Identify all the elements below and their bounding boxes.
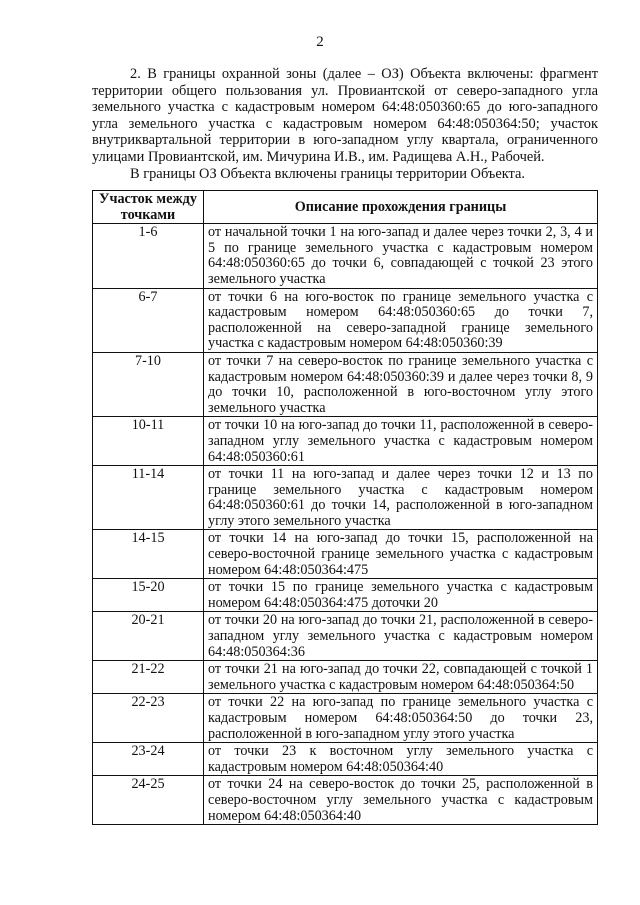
segment-cell: 22-23 [93,694,204,743]
segment-cell: 23-24 [93,743,204,776]
table-row [93,224,598,288]
table-row [93,612,598,661]
description-cell: от точки 23 к восточном углу земельного участка с кадастровым номером 64:48:050364:40 [204,743,598,776]
segment-cell: 1-6 [93,224,204,288]
table-row [93,743,598,776]
description-cell: от точки 10 на юго-запад до точки 11, расположенной в северо-западном углу земельного участка с кадастровым номером 64:48:050360:61 [204,417,598,466]
description-cell: от точки 11 на юго-запад и далее через точки 12 и 13 по границе земельного участка с кадастровым номером 64:48:050360:61 до точки 14, расположенной в юго-западном углу этого земельного участка [204,466,598,530]
segment-cell: 14-15 [93,530,204,579]
table-row [93,530,598,579]
segment-cell: 6-7 [93,288,204,352]
description-cell: от точки 24 на северо-восток до точки 25, расположенной в северо-восточном углу земельного участка с кадастровым номером 64:48:050364:40 [204,776,598,825]
page-number: 2 [316,34,324,50]
table-header-row [93,191,598,224]
table-row [93,776,598,825]
segment-cell: 10-11 [93,417,204,466]
segment-cell: 15-20 [93,579,204,612]
description-cell: от точки 15 по границе земельного участка с кадастровым номером 64:48:050364:475 доточки 20 [204,579,598,612]
segment-cell: 20-21 [93,612,204,661]
table-row [93,417,598,466]
paragraph-boundaries: 2. В границы охранной зоны (далее – ОЗ) Объекта включены: фрагмент территории общего пользования ул. Провиантской от северо-западного угла земельного участка с кадастровым номером 64:48:050360:65 до юго-западного угла земельного участка с кадастровым номером 64:48:050364:50; участок внутриквартальной территории в юго-западном углу квартала, ограниченного улицами Провиантской, им. Мичурина И.В., им. Радищева А.Н., Рабочей. [92,66,598,165]
description-cell: от точки 20 на юго-запад до точки 21, расположенной в северо-западном углу земельного участка с кадастровым номером 64:48:050364:36 [204,612,598,661]
table-row [93,694,598,743]
table-row [93,352,598,416]
description-cell: от точки 6 на юго-восток по границе земельного участка с кадастровым номером 64:48:050360:65 до точки 7, расположенной на северо-западной границе земельного участка с кадастровым номером 64:48:050360:39 [204,288,598,352]
description-cell: от точки 21 на юго-запад до точки 22, совпадающей с точкой 1 земельного участка с кадастровым номером 64:48:050364:50 [204,661,598,694]
description-cell: от точки 22 на юго-запад по границе земельного участка с кадастровым номером 64:48:050364:50 до точки 23, расположенной в юго-западном углу этого участка [204,694,598,743]
boundary-table [92,190,598,825]
table-row [93,288,598,352]
table-row [93,579,598,612]
table-row [93,466,598,530]
description-cell: от точки 14 на юго-запад до точки 15, расположенной на северо-восточной границе земельного участка с кадастровым номером 64:48:050364:475 [204,530,598,579]
description-cell: от точки 7 на северо-восток по границе земельного участка с кадастровым номером 64:48:050360:39 и далее через точки 8, 9 до точки 10, расположенной в юго-восточном углу этого земельного участка [204,352,598,416]
header-description: Описание прохождения границы [204,191,598,224]
segment-cell: 24-25 [93,776,204,825]
intro-text [92,66,598,182]
paragraph-object-territory: В границы ОЗ Объекта включены границы территории Объекта. [130,165,525,182]
segment-cell: 11-14 [93,466,204,530]
table-row [93,661,598,694]
header-segment: Участок между точками [93,191,204,224]
segment-cell: 21-22 [93,661,204,694]
description-cell: от начальной точки 1 на юго-запад и далее через точки 2, 3, 4 и 5 по границе земельного участка с кадастровым номером 64:48:050360:65 до точки 6, совпадающей с точкой 23 этого земельного участка [204,224,598,288]
segment-cell: 7-10 [93,352,204,416]
